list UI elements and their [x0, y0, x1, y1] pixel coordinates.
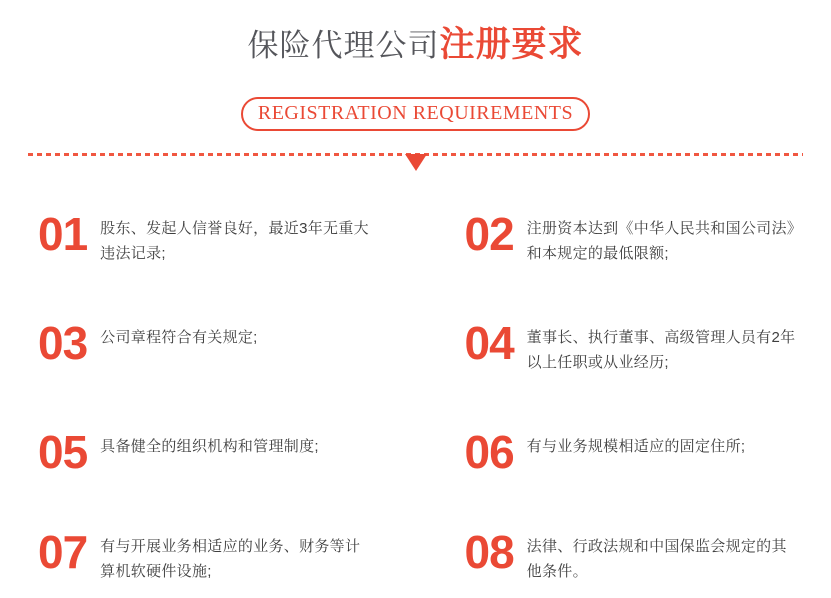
page-title — [0, 24, 831, 67]
item-number: 07 — [38, 525, 88, 578]
item-number: 02 — [464, 208, 514, 260]
list-item — [464, 525, 802, 584]
list-item — [38, 426, 375, 478]
list-item — [38, 525, 375, 584]
dashed-divider — [28, 153, 803, 156]
item-number: 08 — [464, 525, 514, 578]
item-number: 01 — [38, 208, 88, 260]
list-item — [464, 208, 802, 266]
item-number: 06 — [464, 426, 514, 478]
list-item — [38, 317, 375, 375]
item-number: 03 — [38, 317, 88, 369]
item-text: 注册资本达到《中华人民共和国公司法》和本规定的最低限额; — [526, 220, 795, 262]
subtitle-text: REGISTRATION REQUIREMENTS — [257, 102, 574, 124]
subtitle-badge — [241, 97, 590, 131]
item-text: 具备健全的组织机构和管理制度; — [100, 438, 319, 455]
page-title-red: 注册要求 — [439, 25, 584, 64]
item-number: 04 — [464, 317, 514, 369]
down-triangle-icon — [405, 154, 427, 171]
requirements-grid — [38, 208, 801, 584]
page-title-gray: 保险代理公司 — [247, 28, 440, 63]
item-number: 05 — [38, 426, 88, 478]
list-item — [464, 426, 802, 478]
item-text: 有与业务规模相适应的固定住所; — [526, 438, 746, 455]
item-text: 法律、行政法规和中国保监会规定的其他条件。 — [526, 537, 787, 580]
item-text: 有与开展业务相适应的业务、财务等计算机软硬件设施; — [100, 537, 361, 580]
list-item — [38, 208, 375, 266]
list-item — [464, 317, 802, 375]
page-header — [0, 0, 831, 131]
item-text: 公司章程符合有关规定; — [100, 329, 258, 346]
item-text: 股东、发起人信誉良好，最近3年无重大违法记录; — [100, 220, 369, 262]
item-text: 董事长、执行董事、高级管理人员有2年以上任职或从业经历; — [526, 329, 796, 371]
